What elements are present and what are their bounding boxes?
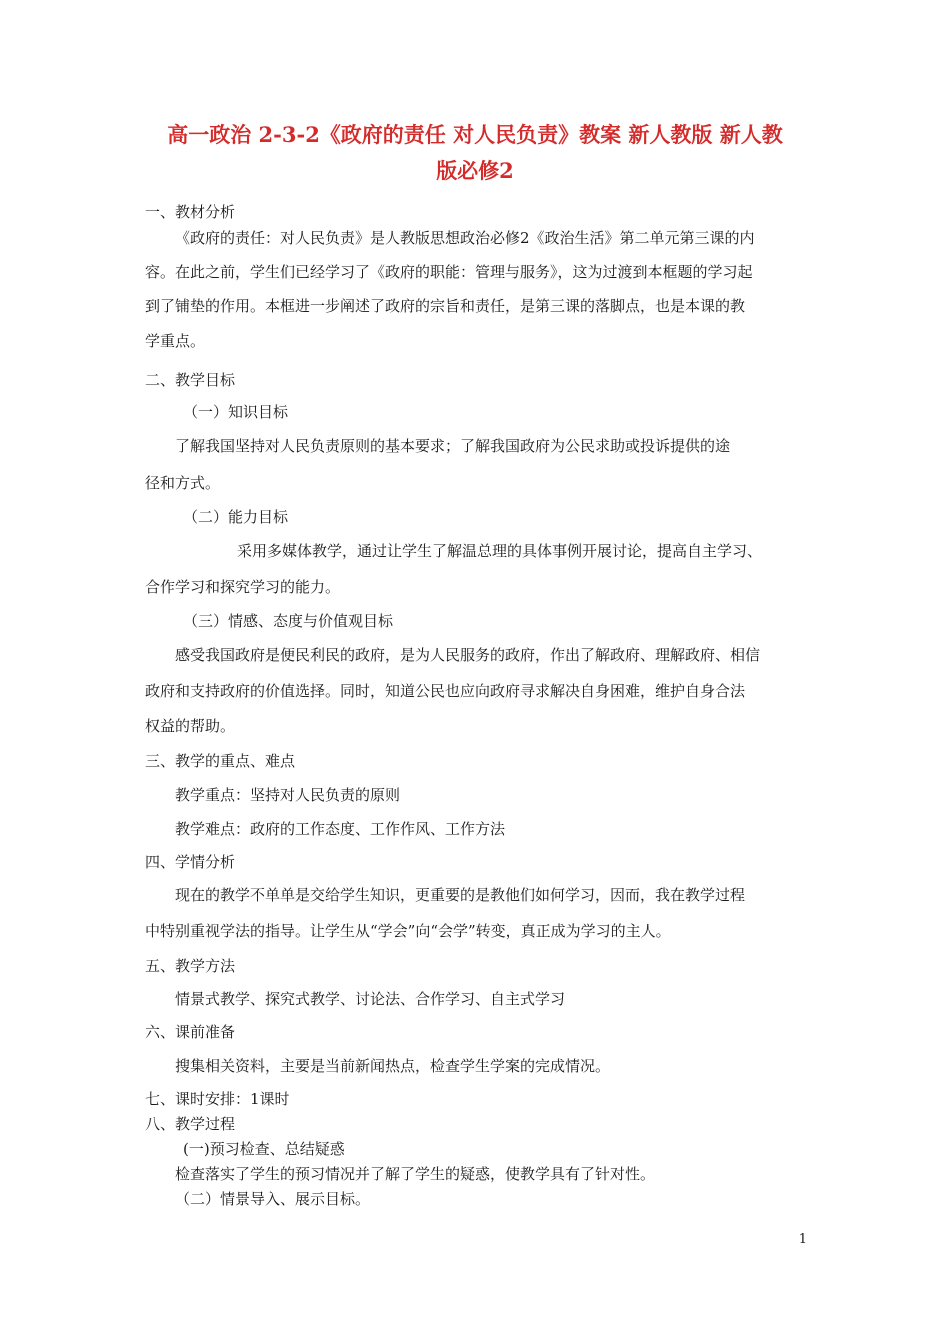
document-title-line-1: 高一政治 2-3-2《政府的责任 对人民负责》教案 新人教版 新人教 — [167, 122, 783, 147]
paragraph-line: 教学难点：政府的工作态度、工作作风、工作方法 — [175, 820, 506, 838]
subsection-heading: （一）知识目标 — [183, 403, 289, 421]
section-heading: 八、教学过程 — [145, 1115, 236, 1133]
paragraph-line: 学重点。 — [145, 332, 206, 350]
paragraph-line: 了解我国坚持对人民负责原则的基本要求；了解我国政府为公民求助或投诉提供的途 — [175, 437, 731, 455]
section-heading: 五、教学方法 — [145, 957, 236, 975]
paragraph-line: 采用多媒体教学，通过让学生了解温总理的具体事例开展讨论，提高自主学习、 — [237, 542, 763, 560]
paragraph-line: 容。在此之前，学生们已经学习了《政府的职能：管理与服务》，这为过渡到本框题的学习起 — [145, 263, 753, 281]
paragraph-line: 感受我国政府是便民利民的政府，是为人民服务的政府，作出了解政府、理解政府、相信 — [175, 646, 761, 664]
paragraph-line: 搜集相关资料，主要是当前新闻热点，检查学生学案的完成情况。 — [175, 1057, 611, 1075]
section-heading: 一、教材分析 — [145, 203, 236, 221]
section-heading: 四、学情分析 — [145, 853, 236, 871]
paragraph-line: 现在的教学不单单是交给学生知识，更重要的是教他们如何学习，因而，我在教学过程 — [175, 886, 746, 904]
section-heading: 三、教学的重点、难点 — [145, 752, 296, 770]
section-heading: 六、课前准备 — [145, 1023, 236, 1041]
subsection-heading: (一)预习检查、总结疑惑 — [183, 1140, 345, 1158]
paragraph-line: 检查落实了学生的预习情况并了解了学生的疑惑，使教学具有了针对性。 — [175, 1165, 656, 1183]
document-title-line-2: 版必修2 — [436, 158, 514, 183]
paragraph-line: 《政府的责任：对人民负责》是人教版思想政治必修2《政治生活》第二单元第三课的内 — [175, 229, 755, 247]
section-heading: 七、课时安排：1课时 — [145, 1090, 290, 1108]
paragraph-line: 中特别重视学法的指导。让学生从“学会”向“会学”转变，真正成为学习的主人。 — [145, 922, 671, 940]
paragraph-line: 权益的帮助。 — [145, 717, 236, 735]
section-heading: 二、教学目标 — [145, 371, 236, 389]
paragraph-line: 政府和支持政府的价值选择。同时，知道公民也应向政府寻求解决自身困难，维护自身合法 — [145, 682, 746, 700]
paragraph-line: 合作学习和探究学习的能力。 — [145, 578, 341, 596]
page-number: 1 — [798, 1232, 807, 1247]
paragraph-line: 径和方式。 — [145, 474, 221, 492]
paragraph-line: 情景式教学、探究式教学、讨论法、合作学习、自主式学习 — [175, 990, 566, 1008]
subsection-heading: （二）能力目标 — [183, 508, 289, 526]
paragraph-line: 到了铺垫的作用。本框进一步阐述了政府的宗旨和责任，是第三课的落脚点，也是本课的教 — [145, 297, 746, 315]
subsection-heading: （二）情景导入、展示目标。 — [175, 1190, 371, 1208]
paragraph-line: 教学重点：坚持对人民负责的原则 — [175, 786, 401, 804]
subsection-heading: （三）情感、态度与价值观目标 — [183, 612, 394, 630]
